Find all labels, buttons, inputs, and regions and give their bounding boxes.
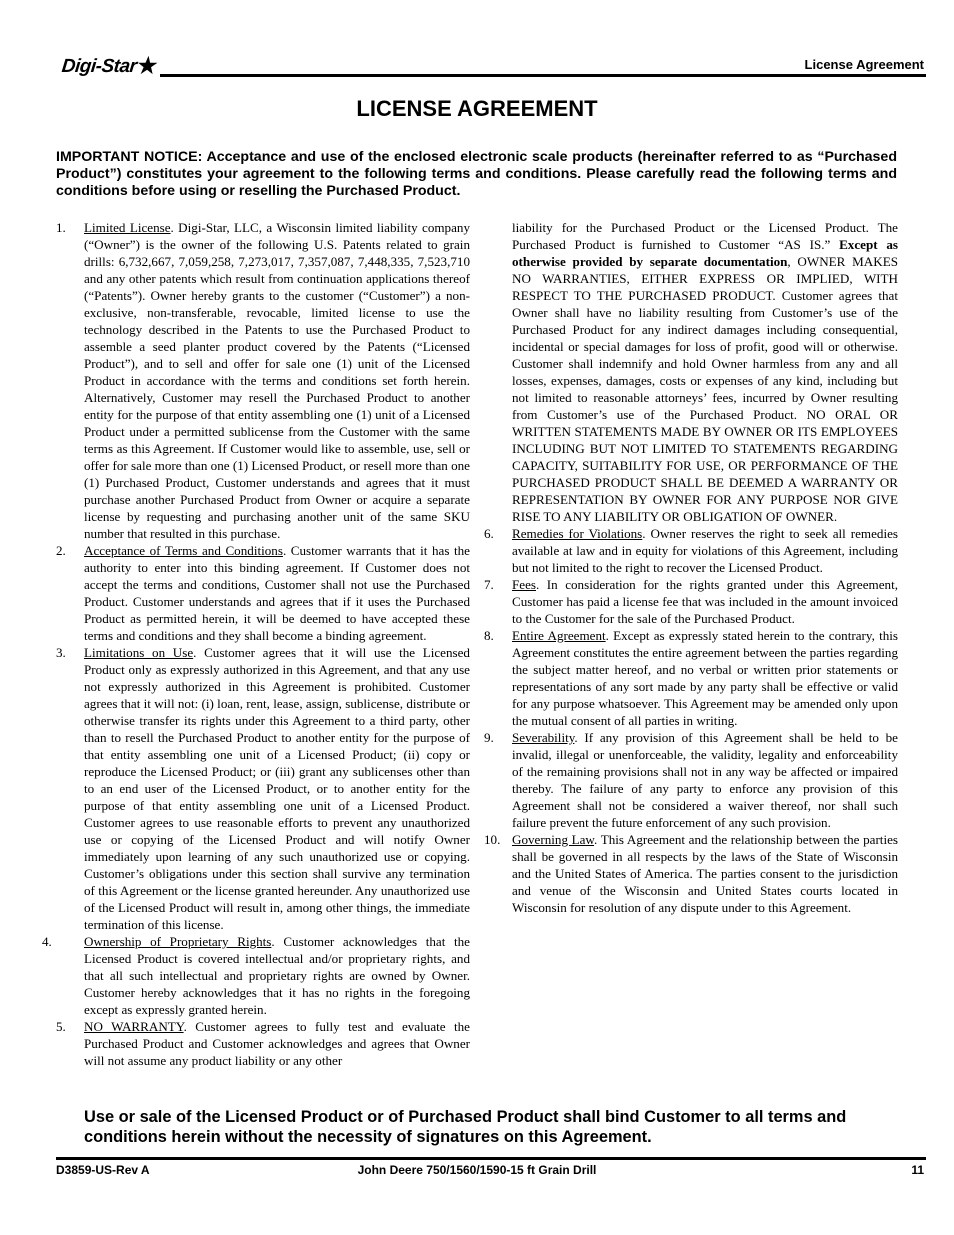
clause-6 bbox=[484, 525, 898, 576]
clause-text: . Digi-Star, LLC, a Wisconsin limited liability company (“Owner”) is the owner of the following U.S. Patents related to grain drills: 6,732,667, 7,059,258, 7,273,017, 7,357,087, 7,448,335, 7,523,710 and any other patents which result from continuation applications thereof (“Patents”). Owner hereby grants to the customer (“Customer”) a non-exclusive, non-transferable, revocable, limited license to use the technology described in the Patents to use the Purchased Product to assemble a seed planter product covered by the Patents (“Licensed Product”), and to sell and offer for sale one (1) unit of the Licensed Product in accordance with the terms and conditions set forth herein. Alternatively, Customer may resell the Purchased Product to another entity for the purpose of that entity assembling one (1) unit of a Licensed Product under a permitted sublicense from the Customer with the same terms as this Agreement. If Customer would like to assemble, use, sell or offer for sale more than one (1) Licensed Product, or resell more than one (1) Purchased Product, Customer understands and agrees that it must purchase another Purchased Product from Owner or acquire a separate license by requesting and purchasing another unit of the same SKU number that resulted in this purchase. bbox=[84, 220, 470, 541]
clause-text: . Customer warrants that it has the authority to enter into this binding agreement. If Customer does not accept the terms and conditions, Customer shall not use the Purchased Product. Customer understands and agrees that if it uses the Purchased Product as permitted herein, it will be deemed to have accepted these terms and conditions and they shall become a binding agreement. bbox=[84, 543, 470, 643]
header-divider bbox=[160, 74, 926, 77]
right-column bbox=[484, 219, 898, 916]
clause-text: . Customer agrees to fully test and evaluate the Purchased Product and Customer acknowledges and agrees that Owner will not assume any product liability or any other bbox=[84, 1019, 470, 1068]
clause-5-continued bbox=[484, 219, 898, 525]
important-notice: IMPORTANT NOTICE: Acceptance and use of the enclosed electronic scale products (hereinafter referred to as “Purchased Product”) constitutes your agreement to the following terms and conditions. Please carefully read the following terms and conditions before using or reselling the Purchased Product. bbox=[56, 149, 897, 199]
clause-heading: Entire Agreement bbox=[512, 628, 606, 643]
clause-text: . This Agreement and the relationship between the parties shall be governed in all respects by the laws of the State of Wisconsin and the United States of America. The parties consent to the jurisdiction and venue of the Wisconsin and United States courts located in Wisconsin for resolution of any dispute under to this Agreement. bbox=[512, 832, 898, 915]
page-title: LICENSE AGREEMENT bbox=[356, 96, 598, 121]
clause-number: 2. bbox=[56, 543, 66, 558]
clause-text: . Customer acknowledges that the Licensed Product is covered intellectual and/or proprietary rights, and that all such intellectual and proprietary rights are owned by Owner. Customer hereby acknowledges that it has no rights in the foregoing except as expressly granted herein. bbox=[84, 934, 470, 1017]
footer-divider bbox=[56, 1157, 926, 1160]
clause-2 bbox=[56, 542, 470, 644]
clause-number: 5. bbox=[56, 1019, 66, 1034]
clause-number: 8. bbox=[484, 628, 494, 643]
clause-heading: Acceptance of Terms and Conditions bbox=[84, 543, 283, 558]
clause-1 bbox=[56, 219, 470, 542]
clause-heading: Limited License bbox=[84, 220, 171, 235]
clause-number: 6. bbox=[484, 526, 494, 541]
clause-text: liability for the Purchased Product or the Licensed Product. The Purchased Product is furnished to Customer “AS IS.” bbox=[512, 220, 898, 252]
clause-3 bbox=[56, 644, 470, 933]
clause-emphasis: Except as otherwise provided by separate documentation bbox=[512, 237, 898, 269]
logo-text: Digi-Star bbox=[60, 56, 138, 77]
star-icon: ★ bbox=[136, 53, 159, 78]
clause-text: . If any provision of this Agreement shall be held to be invalid, illegal or unenforceable, the validity, legality and enforceability of the remaining provisions shall not in any way be affected or impaired thereby. The failure of any party to enforce any provision of this Agreement shall not be considered a waiver thereof, nor shall such failure prevent the future enforcement of any such provision. bbox=[512, 730, 898, 830]
clause-number: 3. bbox=[56, 645, 66, 660]
clause-heading: Severability bbox=[512, 730, 575, 745]
clause-text: . In consideration for the rights granted under this Agreement, Customer has paid a license fee that was included in the amount invoiced to the Customer for the sale of the Purchased Product. bbox=[512, 577, 898, 626]
equipment-model: John Deere 750/1560/1590-15 ft Grain Drill bbox=[357, 1163, 597, 1177]
clause-text: , OWNER MAKES NO WARRANTIES, EITHER EXPRESS OR IMPLIED, WITH RESPECT TO THE PURCHASED PRODUCT. Customer agrees that Owner shall have no liability resulting from Customer’s use of the Purchased Product for any indirect damages including consequential, incidental or special damages for loss of profit, good will or otherwise. Customer shall indemnify and hold Owner harmless from any and all losses, expenses, damages, costs or expenses of any kind, including but not limited to reasonable attorneys’ fees, incurred by Owner resulting from Customer’s use of the Purchased Product. NO ORAL OR WRITTEN STATEMENTS MADE BY OWNER OR ITS EMPLOYEES INCLUDING BUT NOT LIMITED TO STATEMENTS REGARDING CAPACITY, SUITABILITY FOR USE, OR PERFORMANCE OF THE PURCHASED PRODUCT SHALL BE DEEMED A WARRANTY OR REPRESENTATION BY OWNER FOR ANY PURPOSE NOR GIVE RISE TO ANY LIABILITY OR OBLIGATION OF OWNER. bbox=[512, 254, 898, 524]
document-id: D3859-US-Rev A bbox=[56, 1163, 150, 1177]
clause-number: 1. bbox=[56, 220, 66, 235]
clause-8 bbox=[484, 627, 898, 729]
clause-heading: Ownership of Proprietary Rights bbox=[84, 934, 272, 949]
brand-logo bbox=[61, 52, 159, 78]
clause-10 bbox=[484, 831, 898, 916]
clause-heading: Limitations on Use bbox=[84, 645, 194, 660]
section-title: License Agreement bbox=[804, 57, 924, 72]
clause-number: 10. bbox=[484, 832, 501, 847]
closing-statement: Use or sale of the Licensed Product or of Purchased Product shall bind Customer to all terms and conditions herein without the necessity of signatures on this Agreement. bbox=[84, 1108, 847, 1146]
clause-number: 9. bbox=[484, 730, 494, 745]
clause-text: . Except as expressly stated herein to the contrary, this Agreement constitutes the entire agreement between the parties regarding the subject matter hereof, and no verbal or written prior statements or representations of any sort made by any party shall be effective or valid for any purpose whatsoever. This Agreement may be amended only upon the mutual consent of all parties in writing. bbox=[512, 628, 898, 728]
clause-heading: Remedies for Violations bbox=[512, 526, 643, 541]
clause-heading: Fees bbox=[512, 577, 537, 592]
clause-4 bbox=[42, 933, 470, 1018]
clause-9 bbox=[484, 729, 898, 831]
clause-text: . Owner reserves the right to seek all remedies available at law and in equity for violations of this Agreement, including but not limited to the right to recover the Licensed Product. bbox=[512, 526, 898, 575]
clause-number: 7. bbox=[484, 577, 494, 592]
left-column bbox=[42, 219, 470, 1069]
clause-heading: NO WARRANTY bbox=[84, 1019, 184, 1034]
clause-text: . Customer agrees that it will use the Licensed Product only as expressly authorized in this Agreement, and that any use not expressly authorized in this Agreement is prohibited. Customer agrees that it will not: (i) loan, rent, lease, assign, sublicense, distribute or otherwise transfer its rights under this Agreement to a third party, other than to resell the Purchased Product to another entity for the purpose of that entity assembling one unit of a Licensed Product; (ii) copy or reproduce the Licensed Product; or (iii) grant any sublicenses other than to an end user of the Licensed Product, or to another entity for the purpose of that entity assembling one unit of a Licensed Product. Customer agrees to use reasonable efforts to prevent any unauthorized use or copying of the Licensed Product and will notify Owner immediately upon learning of any such unauthorized use or copying. Customer’s obligations under this section shall survive any termination of this Agreement or the license granted hereunder. Any unauthorized use of the Licensed Product will result in, among other things, the immediate termination of this license. bbox=[84, 645, 470, 932]
clause-7 bbox=[484, 576, 898, 627]
clause-number: 4. bbox=[42, 934, 52, 949]
clause-5 bbox=[56, 1018, 470, 1069]
page-number: 11 bbox=[911, 1163, 924, 1177]
clause-heading: Governing Law bbox=[512, 832, 595, 847]
